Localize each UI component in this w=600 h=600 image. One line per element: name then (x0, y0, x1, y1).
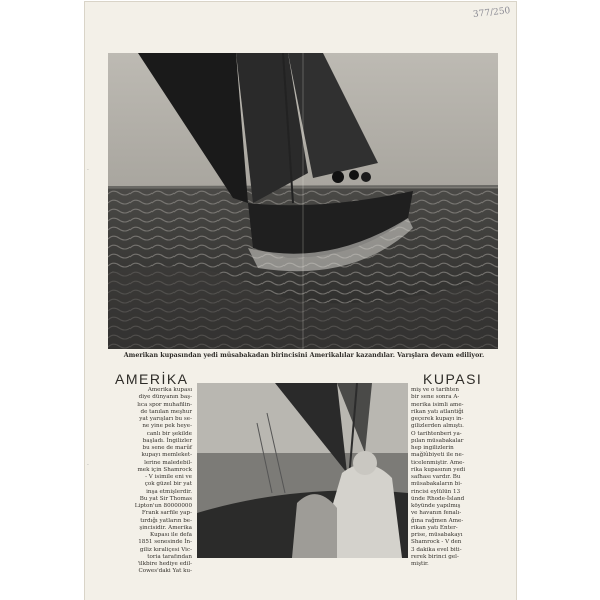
scan-mark: · (87, 167, 89, 174)
photo-caption: Amerikan kupasından yedi müsabakadan birincisini Amerikalılar kazandılar. Varışlara devam ediliyor. (123, 352, 485, 359)
top-photo (108, 53, 498, 349)
inset-photo (197, 383, 408, 558)
article-title-left: AMERİKA (115, 371, 189, 387)
article-title-right: KUPASI (423, 371, 483, 387)
scanned-page (85, 2, 516, 600)
article-column-left: Amerika kupası diye dünyanın baş- lıca spor muhafilin- de tanılan meşhur yat yarışları bu se- ne yine pek heye- canlı bir şekilde başladı. İngilizler bu sene de marûf kupayı memleket- lerine maledebil- mek için Shamrock - V isimile eni ve çok güzel bir yat inşa etmişlerdir. Bu yat Sir Thomas Lipton'un 80000000 Frank sarfile yap- tırdığı yatların be- şincisidir. Amerika Kupası ile defa 1851 senesinde İn- giliz kıraliçesi Vic- toria tarafından 'ilkbire hediye edil- Cowes'daki Yat ku- (134, 387, 192, 575)
scan-mark: · (87, 462, 89, 469)
article-column-right: miş ve o tarihten bir sene sonra A- merika isimli ame- rikan yatı atlantiği geçerek kupayı in- gilizlerden almıştı. O tarihtenberi ya- pılan müsabakalar hep ingilizlerin mağlûbiyeti ile ne- ticelenmiştir. Ame- rika kupasının yedi safhası vardır. Bu müsabakaların bi- rincisi eylülün 13 ünde Rhode-İsland köyünde yapılmış ve havanın fenalı- ğına rağmen Ame- rikan yatı Enter- prise, müsabakayı Shamrock - V den 3 dakika evel biti- rerek birinci gel- miştir. (411, 387, 466, 567)
handwritten-note: 377/250 (472, 6, 511, 20)
